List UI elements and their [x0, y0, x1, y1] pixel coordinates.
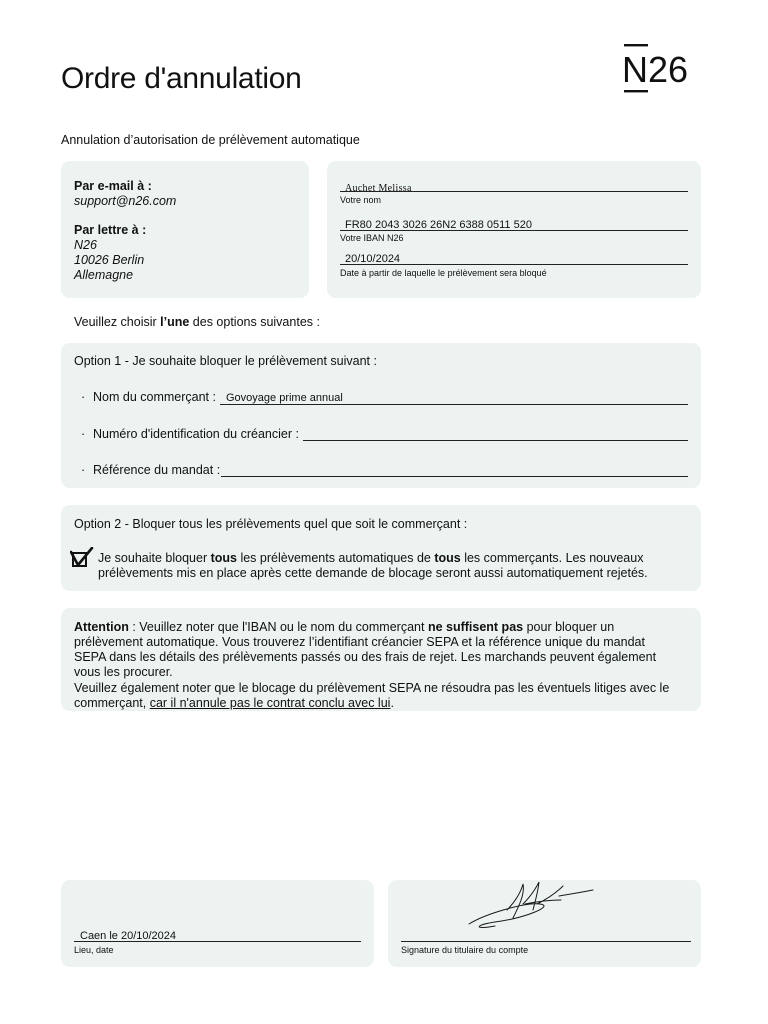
- email-address: support@n26.com: [74, 194, 177, 208]
- n26-logo: [622, 44, 704, 94]
- option1-title: Option 1 - Je souhaite bloquer le prélèvement suivant :: [74, 354, 377, 368]
- attention-box: [61, 608, 701, 711]
- check-mark-icon: [71, 548, 92, 565]
- mandate-underline: [221, 476, 688, 477]
- signature-underline: [401, 941, 691, 942]
- letter-label: Par lettre à :: [74, 223, 147, 237]
- option2-text: Je souhaite bloquer tous les prélèvements automatiques de tous les commerçants. Les nouveaux prélèvements mis en place après cette demande de blocage seront aussi automatiquement rejetés.: [98, 551, 648, 580]
- iban-field[interactable]: FR80 2043 3026 26N2 6388 0511 520: [345, 219, 532, 231]
- email-label: Par e-mail à :: [74, 179, 152, 193]
- address-line: N26: [74, 238, 97, 252]
- attention-paragraph: Attention : Veuillez noter que l'IBAN ou le nom du commerçant ne suffisent pas pour bloquer un prélèvement automatique. Vous trouverez l’identifiant créancier SEPA et la référence unique du mandat SEPA dans les détails des prélèvements passés ou des frais de rejet. Les marchands peuvent également vous les procurer.: [74, 620, 657, 679]
- block-all-checkbox[interactable]: [70, 547, 96, 573]
- bullet-icon: ·: [81, 463, 86, 477]
- merchant-field[interactable]: Govoyage prime annual: [226, 392, 343, 404]
- bullet-icon: ·: [81, 390, 86, 404]
- address-line: Allemagne: [74, 268, 134, 282]
- option2-title: Option 2 - Bloquer tous les prélèvements quel que soit le commerçant :: [74, 517, 468, 531]
- option2-box: [61, 505, 701, 591]
- option1-box: [61, 343, 701, 488]
- choose-instruction: Veuillez choisir l’une des options suivantes :: [74, 315, 320, 329]
- name-field[interactable]: Auchet Melissa: [345, 183, 412, 194]
- litigation-paragraph: Veuillez également noter que le blocage du prélèvement SEPA ne résoudra pas les éventuels litiges avec le commerçant, car il n'annule pas le contrat conclu avec lui.: [74, 681, 670, 710]
- form-subtitle: Annulation d’autorisation de prélèvement automatique: [61, 133, 360, 147]
- address-line: 10026 Berlin: [74, 253, 145, 267]
- holder-box: [327, 161, 701, 298]
- place-date-field[interactable]: Caen le 20/10/2024: [80, 930, 177, 942]
- merchant-underline: [220, 404, 688, 405]
- iban-label: Votre IBAN N26: [340, 233, 404, 243]
- place-date-label: Lieu, date: [74, 945, 114, 955]
- iban-underline: [340, 230, 688, 231]
- handwritten-signature[interactable]: [465, 874, 597, 938]
- name-label: Votre nom: [340, 195, 382, 205]
- merchant-label: Nom du commerçant :: [93, 390, 216, 404]
- place-date-underline: [74, 941, 361, 942]
- creditor-label: Numéro d'identification du créancier :: [93, 427, 299, 441]
- bullet-icon: ·: [81, 427, 86, 441]
- place-date-box: [61, 880, 374, 967]
- date-label: Date à partir de laquelle le prélèvement sera bloqué: [340, 268, 547, 278]
- contact-box: [61, 161, 309, 298]
- creditor-underline: [303, 440, 688, 441]
- contract-note: car il n'annule pas le contrat conclu avec lui: [149, 696, 391, 710]
- signature-label: Signature du titulaire du compte: [401, 945, 529, 955]
- n26-logo-text: N26: [622, 49, 689, 90]
- page-title: Ordre d'annulation: [61, 62, 302, 95]
- date-underline: [340, 264, 688, 265]
- block-date-field[interactable]: 20/10/2024: [345, 253, 401, 265]
- mandate-label: Référence du mandat :: [93, 463, 221, 477]
- name-underline: [340, 191, 688, 192]
